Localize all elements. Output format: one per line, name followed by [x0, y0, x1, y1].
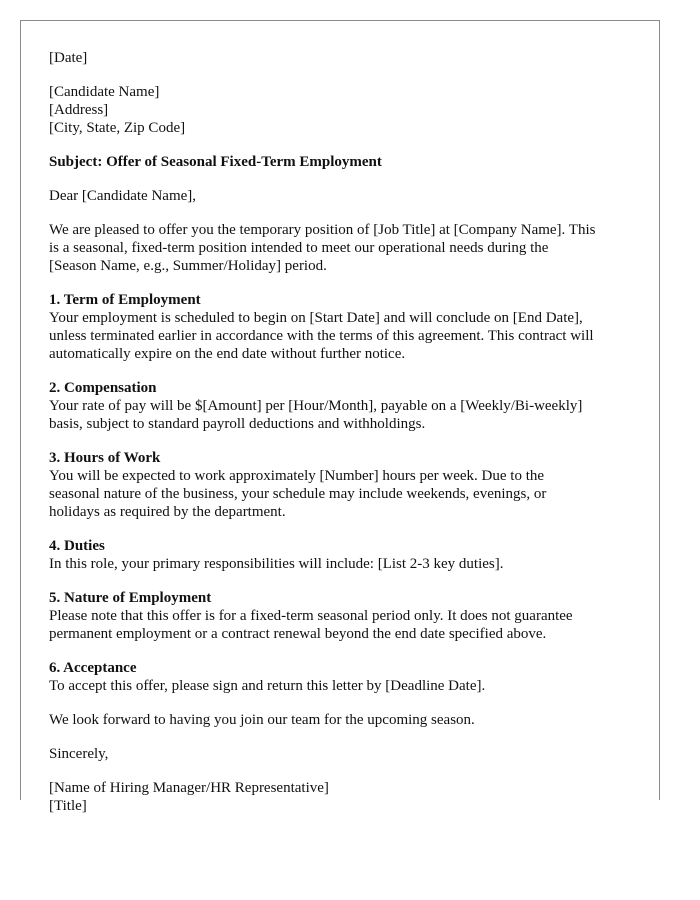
- section-term-of-employment: [49, 291, 639, 363]
- letter-date: [Date]: [49, 50, 88, 66]
- recipient-block: [49, 83, 639, 137]
- signer-title: [Title]: [49, 798, 87, 814]
- section-line: basis, subject to standard payroll deductions and withholdings.: [49, 416, 426, 432]
- section-nature-of-employment: [49, 589, 639, 643]
- salutation-block: [49, 187, 639, 205]
- section-line: In this role, your primary responsibilities will include: [List 2-3 key duties].: [49, 556, 504, 572]
- subject-block: [49, 153, 639, 171]
- signature-block: [49, 779, 639, 815]
- section-line: Please note that this offer is for a fixed-term seasonal period only. It does not guarantee: [49, 608, 573, 624]
- section-line: automatically expire on the end date without further notice.: [49, 346, 406, 362]
- section-line: unless terminated earlier in accordance with the terms of this agreement. This contract will: [49, 328, 594, 344]
- intro-paragraph: [49, 221, 639, 275]
- section-line: Your employment is scheduled to begin on [Start Date] and will conclude on [End Date],: [49, 310, 583, 326]
- signer-name: [Name of Hiring Manager/HR Representative]: [49, 780, 329, 796]
- section-compensation: [49, 379, 639, 433]
- section-duties: [49, 537, 639, 573]
- section-line: To accept this offer, please sign and return this letter by [Deadline Date].: [49, 678, 486, 694]
- section-line: permanent employment or a contract renewal beyond the end date specified above.: [49, 626, 547, 642]
- closing-text: We look forward to having you join our team for the upcoming season.: [49, 712, 475, 728]
- section-title: 5. Nature of Employment: [49, 590, 212, 606]
- section-line: seasonal nature of the business, your schedule may include weekends, evenings, or: [49, 486, 547, 502]
- letter-salutation: Dear [Candidate Name],: [49, 188, 197, 204]
- recipient-name: [Candidate Name]: [49, 84, 160, 100]
- section-line: holidays as required by the department.: [49, 504, 286, 520]
- signoff-block: [49, 745, 639, 763]
- date-block: [49, 49, 639, 67]
- letter-signoff: Sincerely,: [49, 746, 109, 762]
- section-hours-of-work: [49, 449, 639, 521]
- intro-line: is a seasonal, fixed-term position intended to meet our operational needs during the: [49, 240, 549, 256]
- intro-line: We are pleased to offer you the temporary position of [Job Title] at [Company Name]. This: [49, 222, 596, 238]
- intro-line: [Season Name, e.g., Summer/Holiday] period.: [49, 258, 327, 274]
- section-title: 4. Duties: [49, 538, 105, 554]
- section-acceptance: [49, 659, 639, 695]
- section-title: 6. Acceptance: [49, 660, 137, 676]
- recipient-city-state-zip: [City, State, Zip Code]: [49, 120, 186, 136]
- letter-page: [20, 20, 660, 814]
- letter-subject: Subject: Offer of Seasonal Fixed-Term Employment: [49, 154, 382, 170]
- section-line: You will be expected to work approximately [Number] hours per week. Due to the: [49, 468, 545, 484]
- section-title: 1. Term of Employment: [49, 292, 201, 308]
- recipient-address: [Address]: [49, 102, 109, 118]
- letter-content: [49, 49, 639, 831]
- section-title: 3. Hours of Work: [49, 450, 161, 466]
- section-line: Your rate of pay will be $[Amount] per [Hour/Month], payable on a [Weekly/Bi-weekly]: [49, 398, 583, 414]
- section-title: 2. Compensation: [49, 380, 157, 396]
- closing-paragraph: [49, 711, 639, 729]
